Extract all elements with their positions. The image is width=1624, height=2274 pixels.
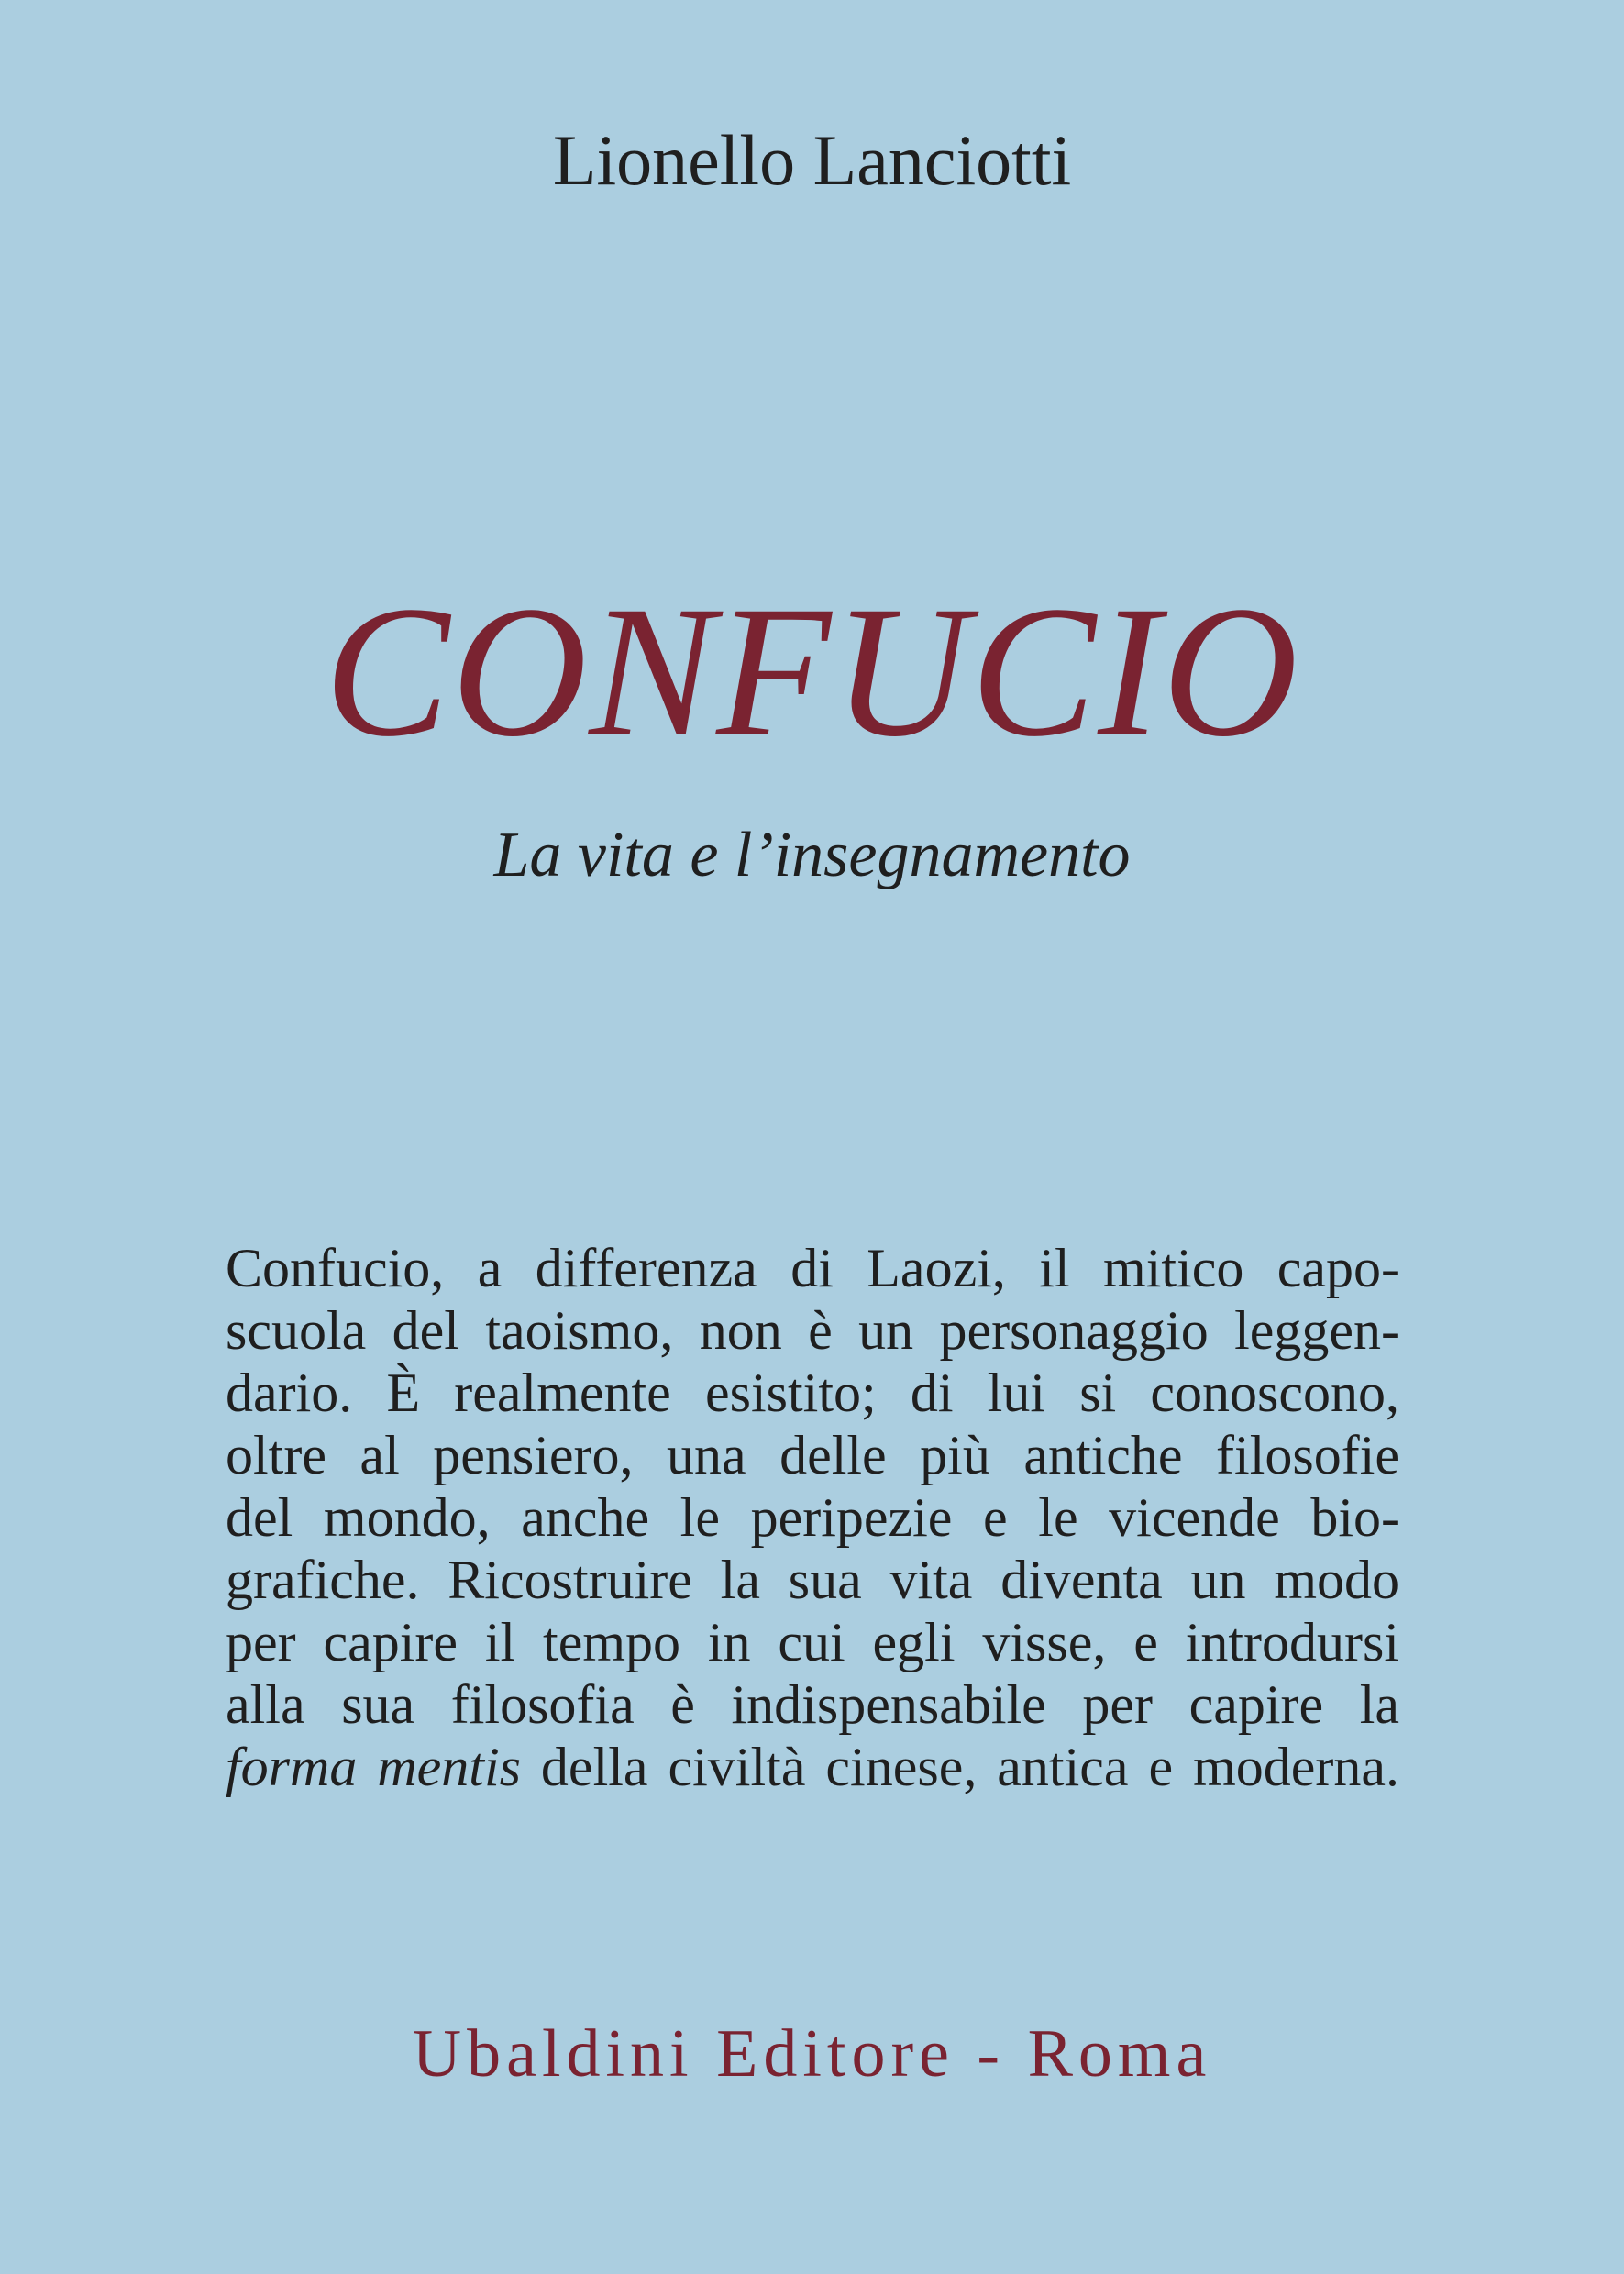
blurb-line: Confucio, a differenza di Laozi, il mitico capo- — [226, 1238, 1399, 1298]
blurb-line: del mondo, anche le peripezie e le vicende bio- — [226, 1487, 1399, 1548]
blurb-last-line-text: della civiltà cinese, antica e moderna. — [520, 1737, 1399, 1797]
blurb-italic-phrase: forma mentis — [226, 1737, 521, 1797]
book-subtitle: La vita e l’insegnamento — [493, 820, 1131, 890]
blurb-line: grafiche. Ricostruire la sua vita diventa un modo — [226, 1550, 1399, 1610]
blurb-line: per capire il tempo in cui egli visse, e introdursi — [226, 1612, 1399, 1672]
author-name: Lionello Lanciotti — [552, 120, 1072, 200]
cover-blurb — [226, 1237, 1399, 1798]
publisher-name: Ubaldini Editore - Roma — [412, 2016, 1212, 2092]
blurb-line: dario. È realmente esistito; di lui si conoscono, — [226, 1363, 1399, 1423]
blurb-line: scuola del taoismo, non è un personaggio leggen- — [226, 1300, 1399, 1361]
blurb-line: oltre al pensiero, una delle più antiche filosofie — [226, 1425, 1399, 1485]
book-title: CONFUCIO — [324, 568, 1300, 776]
blurb-line: alla sua filosofia è indispensabile per capire la — [226, 1674, 1399, 1735]
blurb-last-line — [226, 1736, 1399, 1798]
